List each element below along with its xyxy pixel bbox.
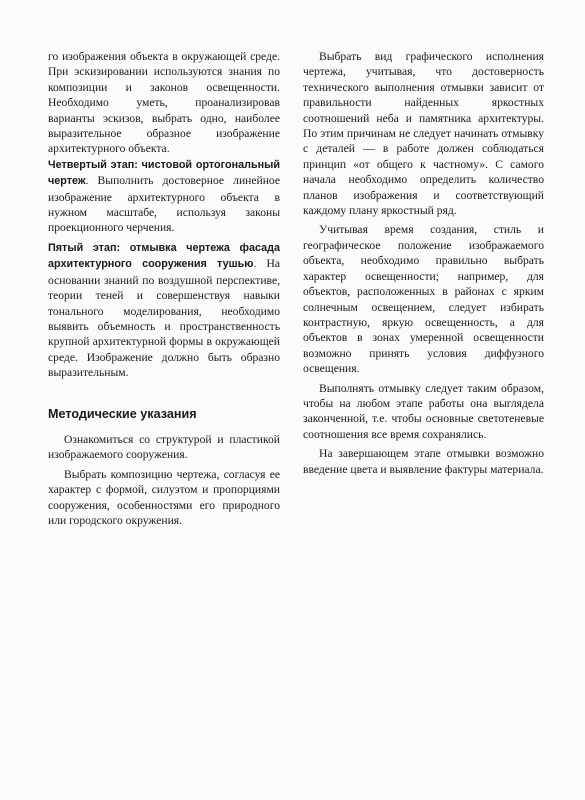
paragraph-sketching: го изображения объекта в окружающей среде. При эскизировании используются знания по композиции и законов освещенности. Необходимо уметь, проанализировав варианты эскизов, выбрать одно, наиболее выразительное образное изображение архитектурного объекта. <box>48 50 280 156</box>
paragraph-lighting: Учитывая время создания, стиль и географическое положение изображаемого объекта, необходимо правильно выбрать характер освещенности; например, для объектов, расположенных в районах с ярким солнечным освещением, следует избирать контрастную, яркую освещенность, а для объектов в зонах умеренной освещенности возможно принять условия диффузного освещения. <box>303 223 544 376</box>
section-heading: Методические указания <box>48 406 197 421</box>
stage-four-text: . Выполнить достоверное линейное изображение архитектурного объекта в нужном масштабе, используя законы проекционного черчения. <box>48 174 280 235</box>
paragraph-study-structure: Ознакомиться со структурой и пластикой изображаемого сооружения. <box>48 432 280 462</box>
left-column <box>48 49 280 528</box>
right-column <box>303 49 544 477</box>
stage-five-title: Пятый этап: отмывка чертежа фасада архитектурного сооружения тушью <box>48 241 280 271</box>
paragraph-graphic-execution: Выбрать вид графического исполнения чертежа, учитывая, что достоверность технического выполнения отмывки зависит от правильности найденных яркостных соотношений неба и памятника архитектуры. По этим причинам не следует начинать отмывку с деталей — в работе должен соблюдаться принцип «от общего к частному». С самого начала необходимо определить количество планов изображения и соответствующий каждому плану яркостный ряд. <box>303 50 544 218</box>
paragraph-stage-five <box>48 240 280 381</box>
paragraph-choose-composition: Выбрать композицию чертежа, согласуя ее характер с формой, силуэтом и пропорциями сооружения, особенностями его природного или городского окружения. <box>48 467 280 527</box>
stage-four-title: Четвертый этап: чистовой ортогональный чертеж <box>48 158 280 188</box>
paragraph-stage-four <box>48 157 280 236</box>
stage-five-text: . На основании знаний по воздушной перспективе, теории теней и совершенствуя навыки тонального моделирования, необходимо выявить объемность и пространственность крупной архитектурной формы в окружающей среде. Изображение должно быть образно выразительным. <box>48 257 280 380</box>
paragraph-finished-look: Выполнять отмывку следует таким образом, чтобы на любом этапе работы она выглядела законченной, т.е. чтобы основные светотеневые соотношения все время сохранялись. <box>303 381 544 441</box>
paragraph-final-stage: На завершающем этапе отмывки возможно введение цвета и выявление фактуры материала. <box>303 447 544 476</box>
